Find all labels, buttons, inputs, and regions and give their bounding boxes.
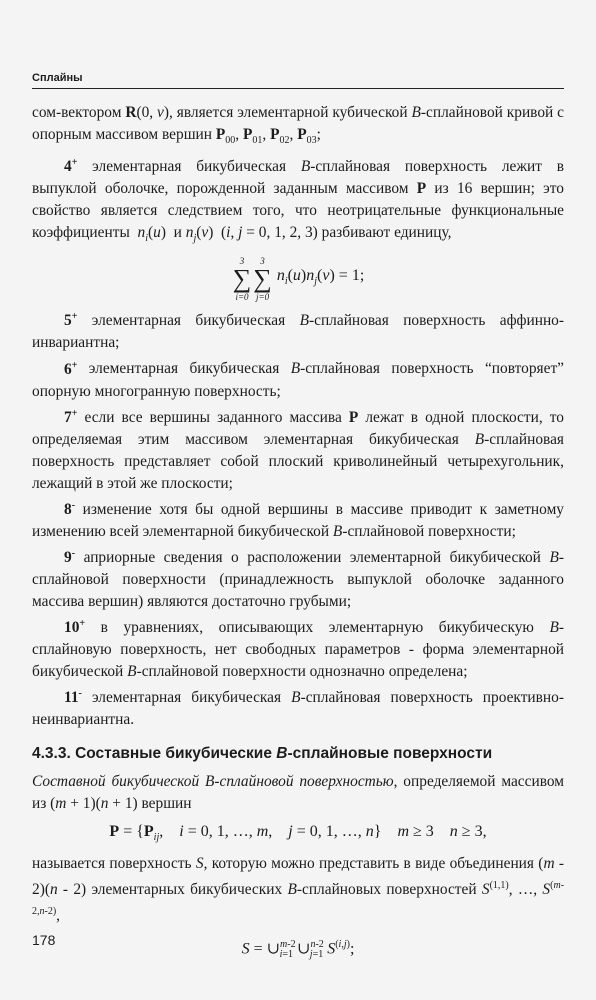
property-11: 11- элементарная бикубическая B-сплайновая поверхность проективно-неинвариантна.: [32, 688, 564, 729]
property-4: 4+ элементарная бикубическая B-сплайновая поверхность лежит в выпуклой оболочке, порожденной заданным массивом P из 16 вершин; это свойство является следствием того, что неотрицательные функциональные коэффициенты $n_i(u)$ и $n_j(v)$ (i, j = 0, 1, 2, 3) разбивают единицу,: [32, 157, 564, 245]
page-body: [32, 102, 564, 970]
paragraph-continuation: сом-вектором R(0, v), является элементарной кубической B-сплайновой кривой с опорным массивом вершин $P_{00}$, $P_{01}$, $P_{02}$, $P_{03}$;: [32, 104, 564, 147]
property-10: 10+ в уравнениях, описывающих элементарную бикубическую B-сплайновую поверхность, нет свободных параметров - форма элементарной бикубической B-сплайновой поверхности однозначно определена;: [32, 617, 564, 681]
union-equation: S = ∪$^{m-2}_{i=1}$ ∪$^{n-2}_{j=1}$ S$^{(i,j)}$;: [241, 938, 355, 961]
partition-of-unity-equation: 3 ∑ i=0 3 ∑ j=0 $n_i(u)n_j(v) = 1$;: [232, 256, 365, 303]
composite-surface-paragraph: называется поверхность S, которую можно представить в виде объединения (m - 2)(n - 2) элементарных бикубических B-сплайновых поверхностей S$^{(1,1)}$, …, S$^{(m-2,n-2)}$,: [32, 855, 565, 925]
property-9: 9- априорные сведения о расположении элементарной бикубической B-сплайновой поверхности (принадлежность выпуклой оболочке заданного массива вершин) являются достаточно грубыми;: [32, 547, 564, 610]
header-rule: [32, 88, 564, 89]
property-6: 6+ элементарная бикубическая B-сплайновая поверхность “повторяет” опорную многогранную поверхность;: [32, 359, 564, 400]
property-7: 7+ если все вершины заданного массива P лежат в одной плоскости, то определяемая этим массивом элементарная бикубическая B-сплайновая поверхность представляет собой плоский криволинейный четырехугольник, лежащий в этой же плоскости;: [32, 407, 564, 492]
definition-paragraph: Составной бикубической B-сплайновой поверхностью, определяемой массивом из (m + 1)(n + 1) вершин: [32, 773, 564, 813]
running-header: Сплайны: [32, 72, 83, 84]
vertex-array-equation: $P = \{P_{ij}$, i = 0, 1, …, m, j = 0, 1, …, n} m ≥ 3 n ≥ 3,: [109, 823, 487, 844]
property-8: 8- изменение хотя бы одной вершины в массиве приводит к заметному изменению всей элементарной бикубической B-сплайновой поверхности;: [32, 499, 564, 540]
page-number: 178: [32, 932, 56, 948]
section-heading: 4.3.3. Составные бикубические B-сплайновые поверхности: [32, 745, 493, 763]
property-5: 5+ элементарная бикубическая B-сплайновая поверхность аффинно-инвариантна;: [32, 311, 565, 352]
